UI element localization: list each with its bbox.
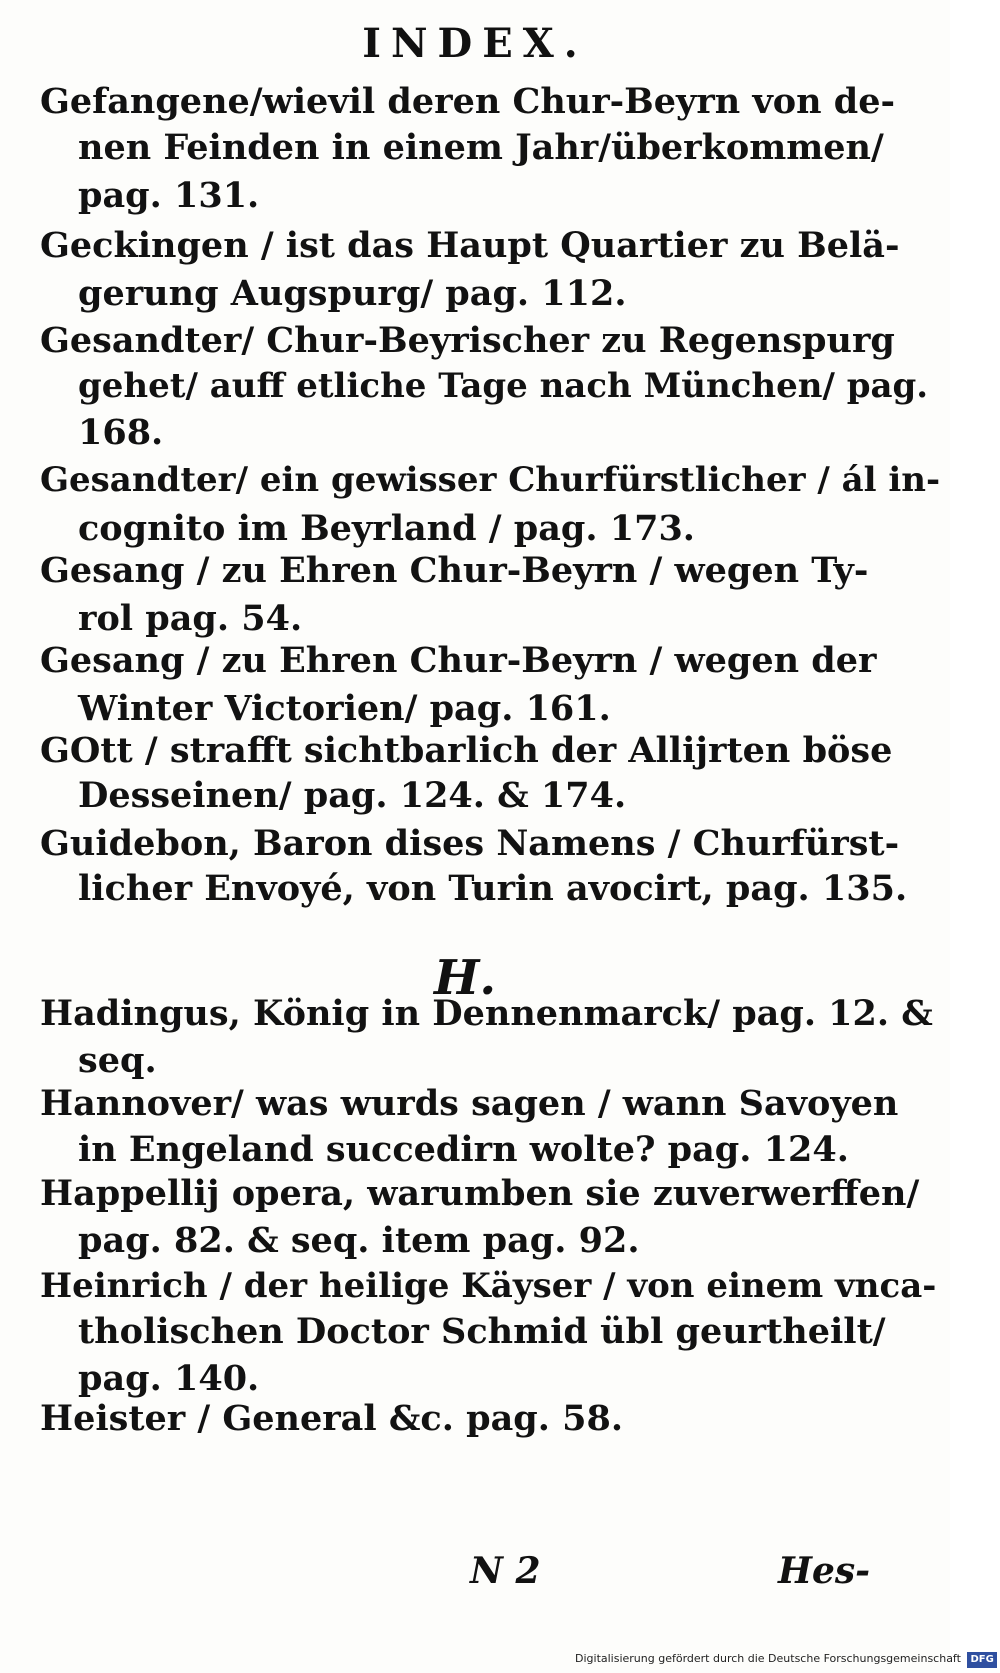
catchword: Hes- xyxy=(778,1550,871,1592)
index-entry: GOtt / strafft sichtbarlich der Allijrten böse xyxy=(40,730,893,771)
index-entry: Hannover/ was wurds sagen / wann Savoyen xyxy=(40,1083,899,1124)
index-entry-continuation: gerung Augspurg/ pag. 112. xyxy=(78,273,627,314)
index-entry: Heister / General &c. pag. 58. xyxy=(40,1398,624,1439)
index-entry-continuation: 168. xyxy=(78,412,164,453)
index-entry: Heinrich / der heilige Käyser / von einem vnca- xyxy=(40,1266,937,1306)
index-entry-continuation: rol pag. 54. xyxy=(78,598,303,639)
index-entry-continuation: licher Envoyé, von Turin avocirt, pag. 135. xyxy=(78,868,908,909)
index-entry-continuation: gehet/ auff etliche Tage nach München/ pag. xyxy=(78,366,929,406)
index-entry-continuation: pag. 131. xyxy=(78,175,260,216)
dfg-logo-icon: DFG xyxy=(967,1652,996,1668)
signature-mark: N 2 xyxy=(470,1550,541,1592)
index-entry: Gesang / zu Ehren Chur-Beyrn / wegen der xyxy=(40,640,877,681)
index-entry-continuation: in Engeland succedirn wolte? pag. 124. xyxy=(78,1129,849,1170)
index-entry: Happellij opera, warumben sie zuverwerffen/ xyxy=(40,1173,920,1214)
index-entry: Hadingus, König in Dennenmarck/ pag. 12. & xyxy=(40,993,933,1034)
index-entry-continuation: seq. xyxy=(78,1040,157,1081)
digitization-footer xyxy=(575,1648,995,1670)
index-entry-continuation: tholischen Doctor Schmid übl geurtheilt/ xyxy=(78,1311,886,1352)
index-entry: Geckingen / ist das Haupt Quartier zu Belä- xyxy=(40,225,900,266)
index-entry-continuation: cognito im Beyrland / pag. 173. xyxy=(78,508,695,549)
index-entry-continuation: pag. 82. & seq. item pag. 92. xyxy=(78,1220,640,1261)
index-entry-continuation: pag. 140. xyxy=(78,1358,260,1399)
index-entry-continuation: Desseinen/ pag. 124. & 174. xyxy=(78,775,627,816)
index-entry: Gefangene/wievil deren Chur-Beyrn von de- xyxy=(40,81,896,122)
page-margin xyxy=(950,0,1000,1620)
index-entry: Gesandter/ Chur-Beyrischer zu Regenspurg xyxy=(40,320,895,361)
index-entry: Guidebon, Baron dises Namens / Churfürst- xyxy=(40,823,900,864)
index-entry-continuation: nen Feinden in einem Jahr/überkommen/ xyxy=(78,127,884,168)
index-entry-continuation: Winter Victorien/ pag. 161. xyxy=(78,688,611,729)
index-entry: Gesandter/ ein gewisser Churfürstlicher / ál in- xyxy=(40,460,941,500)
index-entry: Gesang / zu Ehren Chur-Beyrn / wegen Ty- xyxy=(40,550,869,591)
page-title: INDEX. xyxy=(362,20,588,67)
footer-text: Digitalisierung gefördert durch die Deutsche Forschungsgemeinschaft xyxy=(575,1652,961,1665)
section-letter: H. xyxy=(433,950,497,1006)
